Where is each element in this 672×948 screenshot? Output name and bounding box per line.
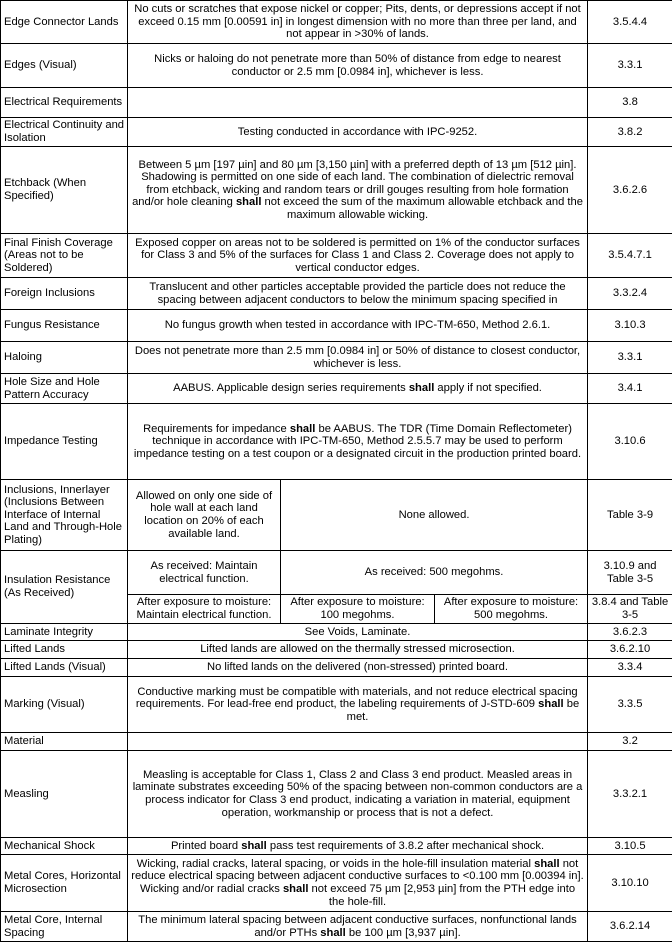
row-requirement bbox=[128, 733, 588, 751]
row-reference: 3.6.2.3 bbox=[588, 624, 672, 641]
table-row bbox=[1, 342, 672, 374]
row-requirement: Measling is acceptable for Class 1, Class 2 and Class 3 end product. Measled areas in laminate substrates exceeding 50% of the spacing between non-common conductors are a process indicator for Class 3 end product, indicating a variation in material, equipment operation, workmanship or process that is not a defect. bbox=[128, 751, 588, 838]
table-row bbox=[1, 677, 672, 733]
row-name: Insulation Resistance (As Received) bbox=[1, 551, 128, 624]
row-requirement-class2-3: As received: 500 megohms. bbox=[281, 551, 588, 595]
row-requirement bbox=[128, 88, 588, 118]
row-name: Final Finish Coverage (Areas not to be Soldered) bbox=[1, 234, 128, 278]
row-name: Lifted Lands bbox=[1, 641, 128, 659]
table-row bbox=[1, 147, 672, 234]
row-requirement: No lifted lands on the delivered (non-stressed) printed board. bbox=[128, 659, 588, 677]
row-requirement-class1: As received: Maintain electrical function. bbox=[128, 551, 281, 595]
row-reference: 3.10.5 bbox=[588, 838, 672, 855]
row-name: Metal Cores, Horizontal Microsection bbox=[1, 855, 128, 912]
table-row bbox=[1, 118, 672, 147]
row-requirement: Exposed copper on areas not to be soldered is permitted on 1% of the conductor surfaces for Class 3 and 5% of the surfaces for Class 1 and Class 2. Coverage does not apply to vertical conductor edges. bbox=[128, 234, 588, 278]
row-requirement: The minimum lateral spacing between adjacent conductive surfaces, nonfunctional lands and/or PTHs shall be 100 µm [3,937 µin]. bbox=[128, 912, 588, 942]
table-row bbox=[1, 641, 672, 659]
row-requirement: Nicks or haloing do not penetrate more than 50% of distance from edge to nearest conductor or 2.5 mm [0.0984 in], whichever is less. bbox=[128, 44, 588, 88]
table-row bbox=[1, 624, 672, 641]
row-reference: 3.3.2.1 bbox=[588, 751, 672, 838]
row-name: Haloing bbox=[1, 342, 128, 374]
table-row bbox=[1, 551, 672, 595]
row-requirement: No fungus growth when tested in accordance with IPC-TM-650, Method 2.6.1. bbox=[128, 310, 588, 342]
table-row bbox=[1, 1, 672, 44]
row-reference: 3.2 bbox=[588, 733, 672, 751]
row-name: Mechanical Shock bbox=[1, 838, 128, 855]
table-row bbox=[1, 234, 672, 278]
row-requirement: AABUS. Applicable design series requirements shall apply if not specified. bbox=[128, 374, 588, 404]
row-requirement: No cuts or scratches that expose nickel or copper; Pits, dents, or depressions accept if not exceed 0.15 mm [0.00591 in] in longest dimension with no more than three per land, and not appear in >30% of lands. bbox=[128, 1, 588, 44]
row-reference: 3.5.4.4 bbox=[588, 1, 672, 44]
table-row bbox=[1, 310, 672, 342]
row-requirement-class1: Allowed on only one side of hole wall at each land location on 20% of each available land. bbox=[128, 480, 281, 551]
row-requirement: Requirements for impedance shall be AABUS. The TDR (Time Domain Reflectometer) technique in accordance with IPC-TM-650, Method 2.5.5.7 may be used to perform impedance testing on a test coupon or a designated circuit in the production printed board. bbox=[128, 404, 588, 480]
table-row bbox=[1, 855, 672, 912]
table-row bbox=[1, 404, 672, 480]
row-name: Electrical Continuity and Isolation bbox=[1, 118, 128, 147]
row-name: Metal Core, Internal Spacing bbox=[1, 912, 128, 942]
table-row bbox=[1, 751, 672, 838]
row-reference: 3.10.9 and Table 3-5 bbox=[588, 551, 672, 595]
table-row bbox=[1, 278, 672, 310]
row-requirement: Wicking, radial cracks, lateral spacing, or voids in the hole-fill insulation material shall not reduce electrical spacing between adjacent conductive surfaces to <0.100 mm [0.00394 in]. Wicking and/or radial cracks shall not exceed 75 µm [2,953 µin] from the PTH edge into the hole-fill. bbox=[128, 855, 588, 912]
row-name: Etchback (When Specified) bbox=[1, 147, 128, 234]
row-requirement-class3: After exposure to moisture: 500 megohms. bbox=[435, 595, 588, 624]
row-requirement: See Voids, Laminate. bbox=[128, 624, 588, 641]
table-row bbox=[1, 912, 672, 942]
row-reference: 3.10.10 bbox=[588, 855, 672, 912]
row-requirement-text: Translucent and other particles acceptable provided the particle does not reduce the spacing between adjacent conductors to below the minimum spacing specified in bbox=[149, 280, 566, 306]
row-name: Laminate Integrity bbox=[1, 624, 128, 641]
table-row bbox=[1, 838, 672, 855]
row-reference: 3.3.1 bbox=[588, 44, 672, 88]
row-reference: 3.3.1 bbox=[588, 342, 672, 374]
row-requirement: Between 5 µm [197 µin] and 80 µm [3,150 µin] with a preferred depth of 13 µm [512 µin]. Shadowing is permitted on one side of each land. The combination of dielectric removal from etchback, wicking and random tears or drill gouges resulting from hole formation and/or hole cleaning shall not exceed the sum of the maximum allowable etchback and the maximum allowable wicking. bbox=[128, 147, 588, 234]
row-reference: 3.4.1 bbox=[588, 374, 672, 404]
table-row bbox=[1, 88, 672, 118]
row-name: Impedance Testing bbox=[1, 404, 128, 480]
table-row bbox=[1, 659, 672, 677]
row-reference: 3.6.2.14 bbox=[588, 912, 672, 942]
row-reference: 3.10.6 bbox=[588, 404, 672, 480]
table-row bbox=[1, 480, 672, 551]
row-name: Electrical Requirements bbox=[1, 88, 128, 118]
row-reference: 3.3.5 bbox=[588, 677, 672, 733]
row-reference: Table 3-9 bbox=[588, 480, 672, 551]
row-name: Hole Size and Hole Pattern Accuracy bbox=[1, 374, 128, 404]
row-requirement-class2: After exposure to moisture: 100 megohms. bbox=[281, 595, 435, 624]
row-name: Material bbox=[1, 733, 128, 751]
row-requirement: Testing conducted in accordance with IPC-9252. bbox=[128, 118, 588, 147]
table-row bbox=[1, 374, 672, 404]
table-row bbox=[1, 733, 672, 751]
row-reference: 3.5.4.7.1 bbox=[588, 234, 672, 278]
row-name: Edges (Visual) bbox=[1, 44, 128, 88]
row-reference: 3.6.2.10 bbox=[588, 641, 672, 659]
row-name: Measling bbox=[1, 751, 128, 838]
row-reference: 3.8 bbox=[588, 88, 672, 118]
row-reference: 3.8.4 and Table 3-5 bbox=[588, 595, 672, 624]
row-name: Fungus Resistance bbox=[1, 310, 128, 342]
row-requirement: Lifted lands are allowed on the thermally stressed microsection. bbox=[128, 641, 588, 659]
row-reference: 3.6.2.6 bbox=[588, 147, 672, 234]
row-reference: 3.10.3 bbox=[588, 310, 672, 342]
row-requirement-class1: After exposure to moisture: Maintain electrical function. bbox=[128, 595, 281, 624]
row-requirement: Conductive marking must be compatible with materials, and not reduce electrical spacing requirements. For lead-free end product, the labeling requirements of J-STD-609 shall be met. bbox=[128, 677, 588, 733]
row-requirement: Does not penetrate more than 2.5 mm [0.0984 in] or 50% of distance to closest conductor, whichever is less. bbox=[128, 342, 588, 374]
row-name: Inclusions, Innerlayer (Inclusions Between Interface of Internal Land and Through-Hole Plating) bbox=[1, 480, 128, 551]
row-reference: 3.3.4 bbox=[588, 659, 672, 677]
row-name: Foreign Inclusions bbox=[1, 278, 128, 310]
row-name: Marking (Visual) bbox=[1, 677, 128, 733]
row-reference: 3.8.2 bbox=[588, 118, 672, 147]
row-name: Lifted Lands (Visual) bbox=[1, 659, 128, 677]
table-row bbox=[1, 44, 672, 88]
row-requirement: Printed board shall pass test requirements of 3.8.2 after mechanical shock. bbox=[128, 838, 588, 855]
row-requirement bbox=[128, 278, 588, 310]
row-requirement-class2-3: None allowed. bbox=[281, 480, 588, 551]
row-reference: 3.3.2.4 bbox=[588, 278, 672, 310]
row-name: Edge Connector Lands bbox=[1, 1, 128, 44]
